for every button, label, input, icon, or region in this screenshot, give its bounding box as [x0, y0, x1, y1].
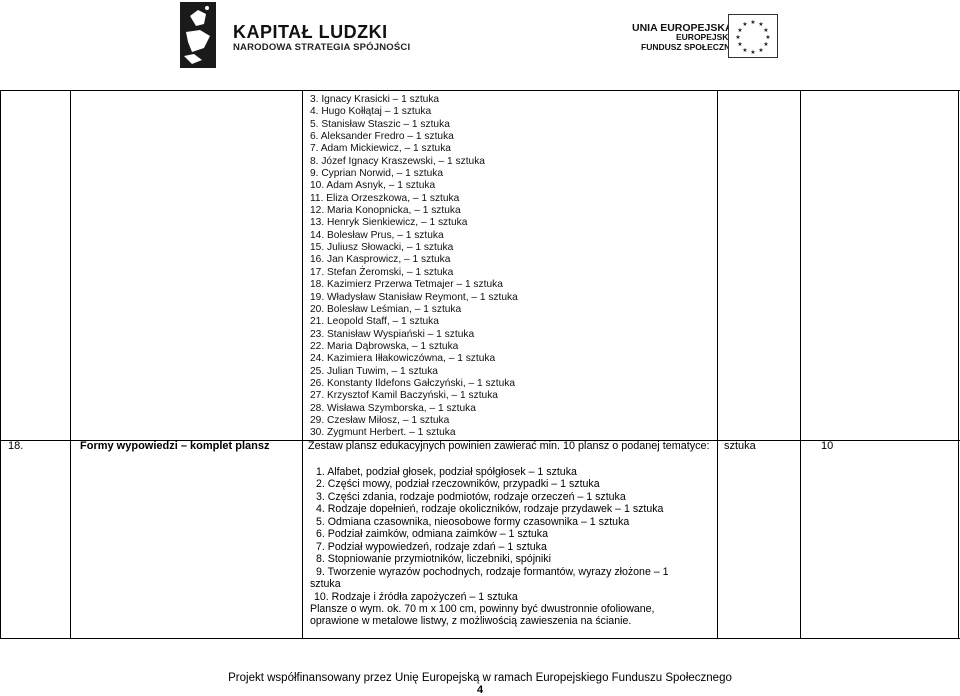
list-item: 16. Jan Kasprowicz, – 1 sztuka — [310, 254, 451, 266]
list-item: 12. Maria Konopnicka, – 1 sztuka — [310, 205, 461, 217]
list-item: 15. Juliusz Słowacki, – 1 sztuka — [310, 242, 454, 254]
list-item: 13. Henryk Sienkiewicz, – 1 sztuka — [310, 217, 468, 229]
kapital-ludzki-subtitle: NARODOWA STRATEGIA SPÓJNOŚCI — [233, 42, 411, 53]
svg-text:★: ★ — [763, 27, 769, 34]
boards-note-line2: oprawione w metalowe listwy, z możliwością zawieszenia na ścianie. — [310, 615, 632, 628]
list-item: 23. Stanisław Wyspiański – 1 sztuka — [310, 328, 475, 340]
list-item: 4. Rodzaje dopełnień, rodzaje okoliczników, rodzaje przydawek – 1 sztuka — [316, 503, 664, 516]
table-col-divider-4 — [800, 90, 801, 639]
kapital-ludzki-title: KAPITAŁ LUDZKI — [233, 22, 388, 42]
list-item: 22. Maria Dąbrowska, – 1 sztuka — [310, 340, 459, 352]
list-item: 6. Podział zaimków, odmiana zaimków – 1 sztuka — [316, 528, 548, 541]
list-item: 4. Hugo Kołłątaj – 1 sztuka — [310, 106, 432, 118]
table-col-divider-2 — [302, 90, 303, 639]
ue-logo-line2: EUROPEJSKI — [676, 32, 731, 42]
list-item: 14. Bolesław Prus, – 1 sztuka — [310, 229, 444, 241]
svg-text:★: ★ — [735, 34, 741, 41]
row-number: 18. — [8, 440, 24, 452]
svg-text:★: ★ — [742, 47, 748, 54]
svg-text:★: ★ — [750, 19, 756, 26]
list-item-continuation: sztuka — [310, 578, 341, 591]
boards-list — [310, 466, 669, 628]
portraits-list — [310, 94, 518, 440]
table-border-right — [958, 90, 959, 639]
item-unit: sztuka — [724, 440, 756, 452]
svg-text:★: ★ — [737, 27, 743, 34]
list-item: 3. Ignacy Krasicki – 1 sztuka — [310, 94, 440, 105]
list-item: 24. Kazimiera Iłłakowiczówna, – 1 sztuka — [310, 353, 496, 365]
table-col-divider-1 — [70, 90, 71, 639]
page-header — [0, 0, 960, 80]
item-name: Formy wypowiedzi – komplet plansz — [80, 440, 270, 452]
list-item: 30. Zygmunt Herbert. – 1 sztuka — [310, 427, 456, 439]
list-item: 11. Eliza Orzeszkowa, – 1 sztuka — [310, 192, 460, 204]
list-item: 7. Podział wypowiedzeń, rodzaje zdań – 1 sztuka — [316, 540, 547, 553]
list-item: 28. Wisława Szymborska, – 1 sztuka — [310, 402, 476, 414]
eu-flag-icon — [728, 14, 778, 58]
list-item: 6. Aleksander Fredro – 1 sztuka — [310, 131, 454, 143]
item-quantity: 10 — [821, 440, 834, 452]
list-item: 20. Bolesław Leśmian, – 1 sztuka — [310, 303, 462, 315]
item-description: Zestaw plansz edukacyjnych powinien zawierać min. 10 plansz o podanej tematyce: — [308, 440, 710, 452]
list-item: 25. Julian Tuwim, – 1 sztuka — [310, 365, 438, 377]
list-item: 29. Czesław Miłosz, – 1 sztuka — [310, 414, 450, 426]
list-item: 5. Stanisław Staszic – 1 sztuka — [310, 118, 450, 130]
list-item: 18. Kazimierz Przerwa Tetmajer – 1 sztuka — [310, 279, 503, 291]
list-item: 17. Stefan Żeromski, – 1 sztuka — [310, 266, 454, 278]
list-item: 27. Krzysztof Kamil Baczyński, – 1 sztuka — [310, 390, 498, 402]
svg-text:★: ★ — [758, 47, 764, 54]
table-col-divider-3 — [717, 90, 718, 639]
svg-text:★: ★ — [758, 21, 764, 28]
ue-logo-line3: FUNDUSZ SPOŁECZNY — [641, 42, 736, 52]
list-item: 3. Części zdania, rodzaje podmiotów, rodzaje orzeczeń – 1 sztuka — [316, 490, 626, 503]
list-item: 5. Odmiana czasownika, nieosobowe formy czasownika – 1 sztuka — [316, 515, 630, 528]
list-item: 26. Konstanty Ildefons Gałczyński, – 1 sztuka — [310, 377, 515, 389]
page-number: 4 — [476, 684, 484, 696]
footer-text: Projekt współfinansowany przez Unię Europejską w ramach Europejskiego Funduszu Społecznego — [228, 672, 732, 684]
list-item: 8. Józef Ignacy Kraszewski, – 1 sztuka — [310, 155, 485, 167]
list-item: 10. Adam Asnyk, – 1 sztuka — [310, 180, 436, 192]
list-item: 9. Cyprian Norwid, – 1 sztuka — [310, 168, 444, 180]
table-border-top — [0, 90, 960, 91]
table-border-left — [0, 90, 1, 639]
svg-text:★: ★ — [763, 41, 769, 48]
kapital-ludzki-logo-icon — [180, 2, 216, 68]
ue-logo-line1: UNIA EUROPEJSKA — [632, 22, 733, 34]
list-item: 1. Alfabet, podział głosek, podział spółgłosek – 1 sztuka — [316, 466, 577, 478]
table-border-bottom — [0, 638, 960, 639]
svg-text:★: ★ — [742, 21, 748, 28]
list-item: 21. Leopold Staff, – 1 sztuka — [310, 316, 439, 328]
list-item: 9. Tworzenie wyrazów pochodnych, rodzaje formantów, wyrazy złożone – 1 — [316, 565, 669, 578]
list-item: 19. Władysław Stanisław Reymont, – 1 sztuka — [310, 291, 518, 303]
svg-text:★: ★ — [737, 41, 743, 48]
svg-text:★: ★ — [750, 49, 756, 56]
list-item: 2. Części mowy, podział rzeczowników, przypadki – 1 sztuka — [316, 478, 600, 491]
list-item: 7. Adam Mickiewicz, – 1 sztuka — [310, 143, 451, 155]
list-item: 8. Stopniowanie przymiotników, liczebniki, spójniki — [316, 553, 551, 566]
list-item: 10. Rodzaje i źródła zapożyczeń – 1 sztuka — [314, 590, 518, 603]
svg-text:★: ★ — [765, 34, 771, 41]
boards-note-line1: Plansze o wym. ok. 70 m x 100 cm, powinny być dwustronnie ofoliowane, — [310, 602, 655, 615]
